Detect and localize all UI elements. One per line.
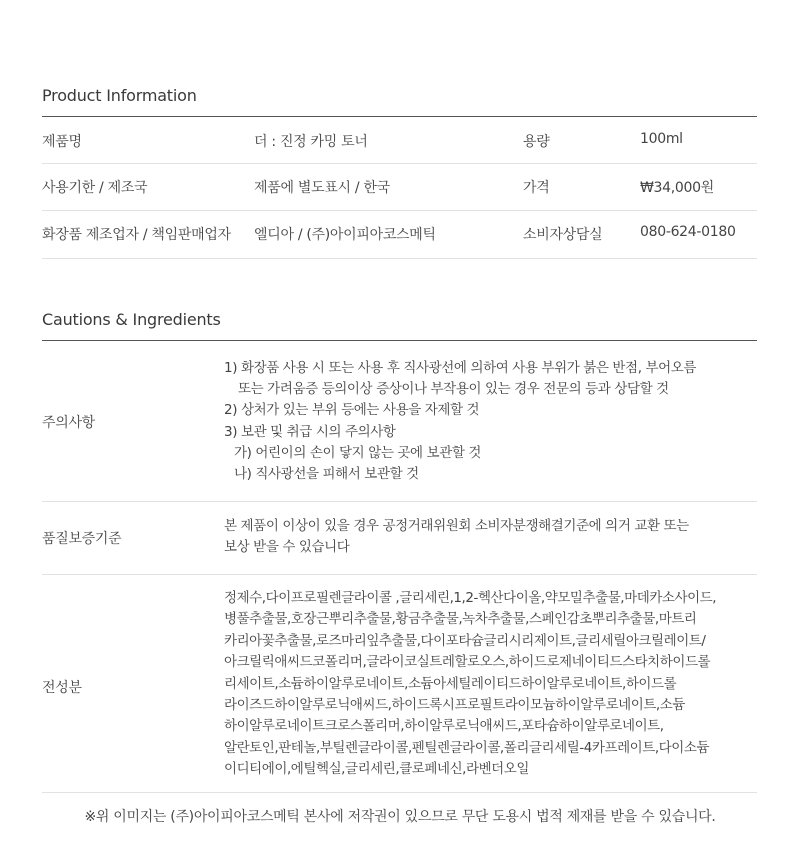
quality-text [224,516,689,558]
row-value-consumer-center: 080-624-0180 [640,224,736,240]
ingredients-line: 아크릴릭애씨드코폴리머,글라이코실트레할로오스,하이드로제네이티드스타치하이드롤 [224,654,711,671]
caution-text [224,358,696,485]
row-divider [42,163,757,164]
ingredients-label: 전성분 [42,680,82,696]
ingredients-line: 카리아꽃추출물,로즈마리잎추출물,다이포타슘글리시리제이트,글리세릴아크릴레이트/ [224,632,706,649]
product-info-top-rule [42,116,757,117]
cautions-title: Cautions & Ingredients [42,310,221,329]
row-divider [42,574,757,575]
row-key-consumer-center: 소비자상담실 [523,227,603,243]
quality-line: 본 제품이 이상이 있을 경우 공정거래위원회 소비자분쟁해결기준에 의거 교환 또는 [224,518,689,534]
row-value-expiry-origin: 제품에 별도표시 / 한국 [254,180,390,196]
caution-label: 주의사항 [42,415,95,431]
ingredients-text [224,588,754,781]
quality-label: 품질보증기준 [42,531,122,547]
caution-line: 3) 보관 및 취급 시의 주의사항 [224,423,396,440]
cautions-top-rule [42,340,757,341]
row-divider [42,501,757,502]
ingredients-line: 이디티에이,에틸헥실,글리세린,클로페네신,라벤더오일 [224,761,529,778]
product-info-title: Product Information [42,86,197,105]
row-value-price: ₩34,000원 [640,180,714,196]
quality-line: 보상 받을 수 있습니다 [224,539,350,556]
caution-line: 2) 상처가 있는 부위 등에는 사용을 자제할 것 [224,402,480,419]
caution-line: 또는 가려움증 등의이상 증상이나 부작용이 있는 경우 전문의 등과 상담할 것 [238,381,669,398]
copyright-notice: ※위 이미지는 (주)아이피아코스메틱 본사에 저작권이 있으므로 무단 도용시 법적 제재를 받을 수 있습니다. [84,809,716,825]
ingredients-line: 라이즈드하이알루로닉애씨드,하이드록시프로필트라이모늄하이알루로네이트,소듐 [224,696,685,713]
row-key-product-name: 제품명 [42,134,82,150]
row-key-volume: 용량 [523,134,550,150]
ingredients-line: 병풀추출물,호장근뿌리추출물,황금추출물,녹차추출물,스페인감초뿌리추출물,마트리 [224,611,697,628]
row-value-manufacturer: 엘디아 / (주)아이피아코스메틱 [254,227,436,243]
caution-line: 가) 어린이의 손이 닿지 않는 곳에 보관할 것 [234,444,482,461]
ingredients-line: 정제수,다이프로필렌글라이콜 ,글리세린,1,2-헥산다이올,약모밀추출물,마데카소사이드, [224,590,717,606]
row-divider [42,210,757,211]
row-key-manufacturer: 화장품 제조업자 / 책임판매업자 [42,227,231,243]
row-key-expiry-origin: 사용기한 / 제조국 [42,180,148,196]
caution-line: 1) 화장품 사용 시 또는 사용 후 직사광선에 의하여 사용 부위가 붉은 반점, 부어오름 [224,360,697,376]
ingredients-line: 리세이트,소듐하이알루로네이트,소듐아세틸레이티드하이알루로네이트,하이드롤 [224,675,677,692]
ingredients-line: 알란토인,판테놀,부틸렌글라이콜,펜틸렌글라이콜,폴리글리세릴-4카프레이트,다이소듐 [224,739,710,756]
row-value-product-name: 더 : 진정 카밍 토너 [254,134,368,150]
ingredients-line: 하이알루로네이트크로스폴리머,하이알루로닉애씨드,포타슘하이알루로네이트, [224,718,664,735]
row-key-price: 가격 [523,180,550,196]
caution-line: 나) 직사광선을 피해서 보관할 것 [234,465,419,482]
row-value-volume: 100ml [640,131,683,147]
row-divider [42,792,757,793]
row-divider [42,258,757,259]
